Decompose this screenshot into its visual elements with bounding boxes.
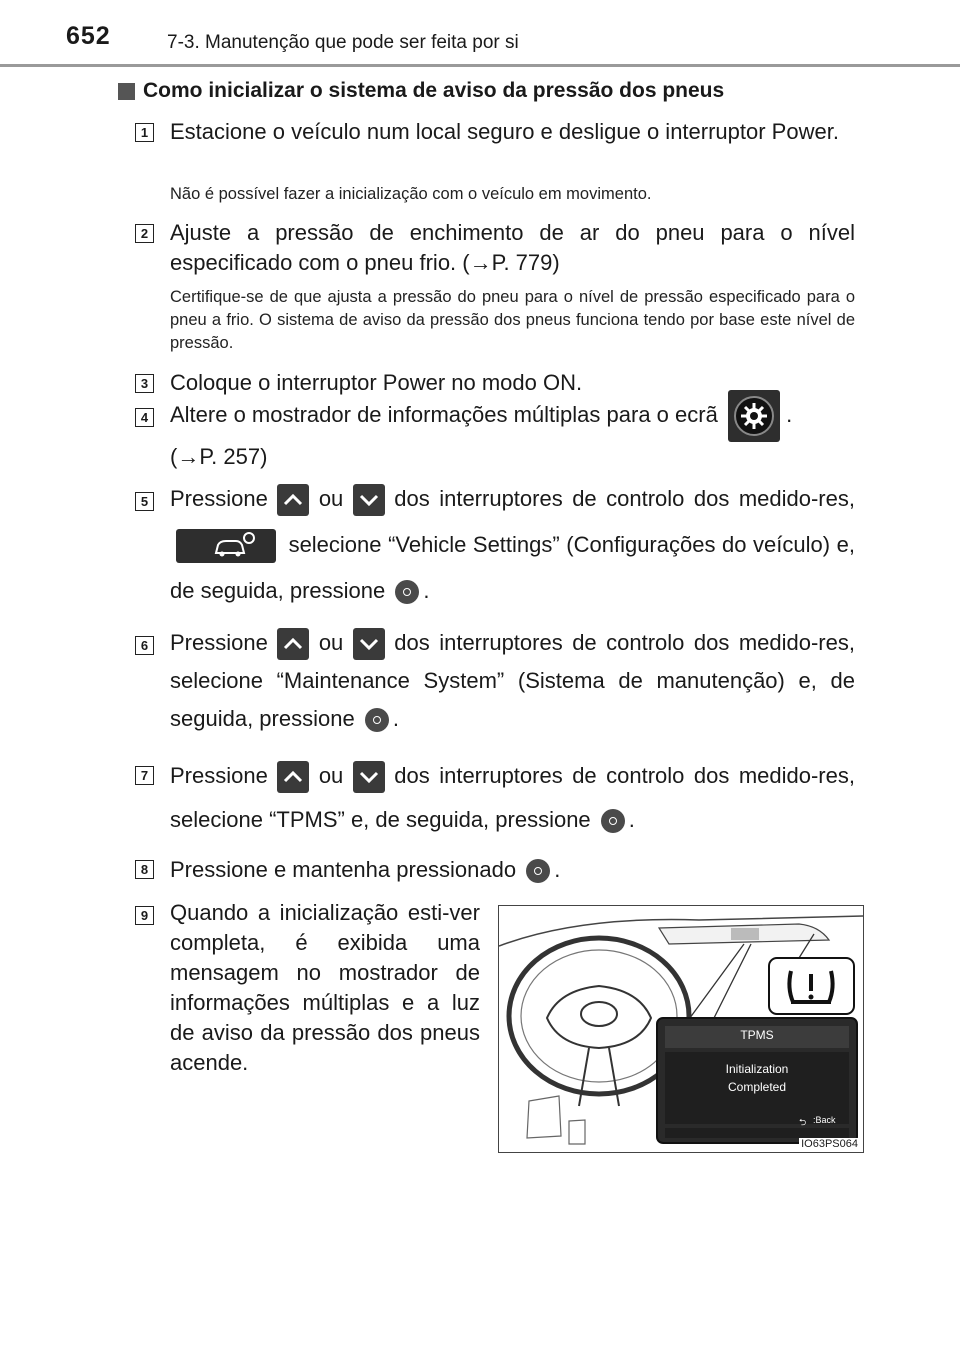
up-arrow-icon bbox=[277, 761, 309, 793]
step-text-c: (→P. 257) bbox=[170, 444, 268, 469]
ok-button-icon bbox=[526, 859, 550, 883]
text-ou: ou bbox=[318, 763, 344, 788]
step-text: Quando a inicialização esti-ver completa, é exibida uma mensagem no mostrador de informações múltiplas e a luz de aviso da pressão dos pneus acende. bbox=[170, 900, 480, 1075]
step-1 bbox=[135, 117, 855, 217]
step-2 bbox=[135, 218, 855, 363]
up-arrow-icon bbox=[277, 484, 309, 516]
step-4 bbox=[135, 390, 855, 470]
down-arrow-icon bbox=[353, 484, 385, 516]
step-number: 5 bbox=[135, 492, 154, 511]
tpms-illustration bbox=[498, 905, 864, 1153]
chapter-title: 7-3. Manutenção que pode ser feita por si bbox=[167, 32, 519, 53]
text-continuation: dos interruptores de controlo dos medido-res, selecione “Maintenance System” (Sistema de manutenção) e, de seguida, pressione bbox=[170, 630, 855, 731]
step-text bbox=[170, 754, 855, 842]
step-5 bbox=[135, 480, 855, 615]
back-icon: ⮌ bbox=[799, 1117, 807, 1127]
text-period: . bbox=[628, 807, 635, 832]
step-number: 7 bbox=[135, 766, 154, 785]
step-text bbox=[170, 852, 855, 888]
page-number: 652 bbox=[66, 22, 111, 50]
step-note: Não é possível fazer a inicialização com o veículo em movimento. bbox=[170, 185, 652, 203]
step-text bbox=[170, 624, 855, 738]
step-text: Coloque o interruptor Power no modo ON. bbox=[170, 370, 583, 395]
text-ou: ou bbox=[318, 630, 344, 655]
ok-button-icon bbox=[365, 708, 389, 732]
text-continuation: dos interruptores de controlo dos medido-res, bbox=[394, 486, 855, 511]
step-number: 2 bbox=[135, 224, 154, 243]
page-header bbox=[0, 0, 960, 66]
illustration-code: IO63PS064 bbox=[801, 1138, 858, 1150]
step-note: Certifique-se de que ajusta a pressão do pneu para o nível de pressão especificado para o pneu a frio. O sistema de aviso da pressão dos pneus funciona tendo por base este nível de pressão. bbox=[170, 288, 855, 352]
section-title: Como inicializar o sistema de aviso da pressão dos pneus bbox=[143, 79, 725, 102]
text-period: . bbox=[554, 857, 561, 882]
step-text bbox=[170, 476, 855, 614]
text-period: . bbox=[423, 578, 430, 603]
step-number: 9 bbox=[135, 906, 154, 925]
step-number: 8 bbox=[135, 860, 154, 879]
text-pressione: Pressione bbox=[170, 763, 268, 788]
text-pressione: Pressione bbox=[170, 630, 268, 655]
text-continuation: dos interruptores de controlo dos medido-res, selecione “TPMS” e, de seguida, pressione bbox=[170, 763, 855, 832]
tpms-warning-icon bbox=[769, 958, 854, 1014]
ok-button-icon bbox=[601, 809, 625, 833]
screen-line-1: Initialization bbox=[725, 1062, 789, 1076]
down-arrow-icon bbox=[353, 761, 385, 793]
ok-button-icon bbox=[395, 580, 419, 604]
text-pressione: Pressione bbox=[170, 486, 268, 511]
screen-title: TPMS bbox=[740, 1028, 774, 1042]
screen-back-label: :Back bbox=[813, 1115, 836, 1125]
step-text-b: . bbox=[786, 401, 793, 427]
step-8 bbox=[135, 852, 855, 892]
section-bullet-icon bbox=[118, 83, 135, 100]
section-heading bbox=[118, 79, 724, 103]
step-number: 6 bbox=[135, 636, 154, 655]
vehicle-settings-icon bbox=[176, 529, 276, 563]
step-text: Ajuste a pressão de enchimento de ar do pneu para o nível especificado com o pneu frio. (→P. 779) bbox=[170, 220, 855, 275]
down-arrow-icon bbox=[353, 628, 385, 660]
text-continuation-2: selecione “Vehicle Settings” (Configurações do veículo) e, de seguida, pressione bbox=[170, 532, 855, 603]
gear-icon bbox=[728, 390, 780, 442]
step-text-a: Altere o mostrador de informações múltiplas para o ecrã bbox=[170, 401, 718, 427]
step-number: 1 bbox=[135, 123, 154, 142]
step-number: 3 bbox=[135, 374, 154, 393]
step-9 bbox=[135, 898, 480, 1098]
text-period: . bbox=[392, 706, 399, 731]
up-arrow-icon bbox=[277, 628, 309, 660]
step-text: Estacione o veículo num local seguro e desligue o interruptor Power. bbox=[170, 119, 839, 144]
step-number: 4 bbox=[135, 408, 154, 427]
screen-line-2: Completed bbox=[727, 1080, 787, 1094]
text-press-hold: Pressione e mantenha pressionado bbox=[170, 857, 517, 882]
step-7 bbox=[135, 754, 855, 834]
text-ou: ou bbox=[318, 486, 344, 511]
step-text bbox=[170, 390, 855, 472]
header-rule bbox=[0, 64, 960, 67]
step-6 bbox=[135, 624, 855, 744]
